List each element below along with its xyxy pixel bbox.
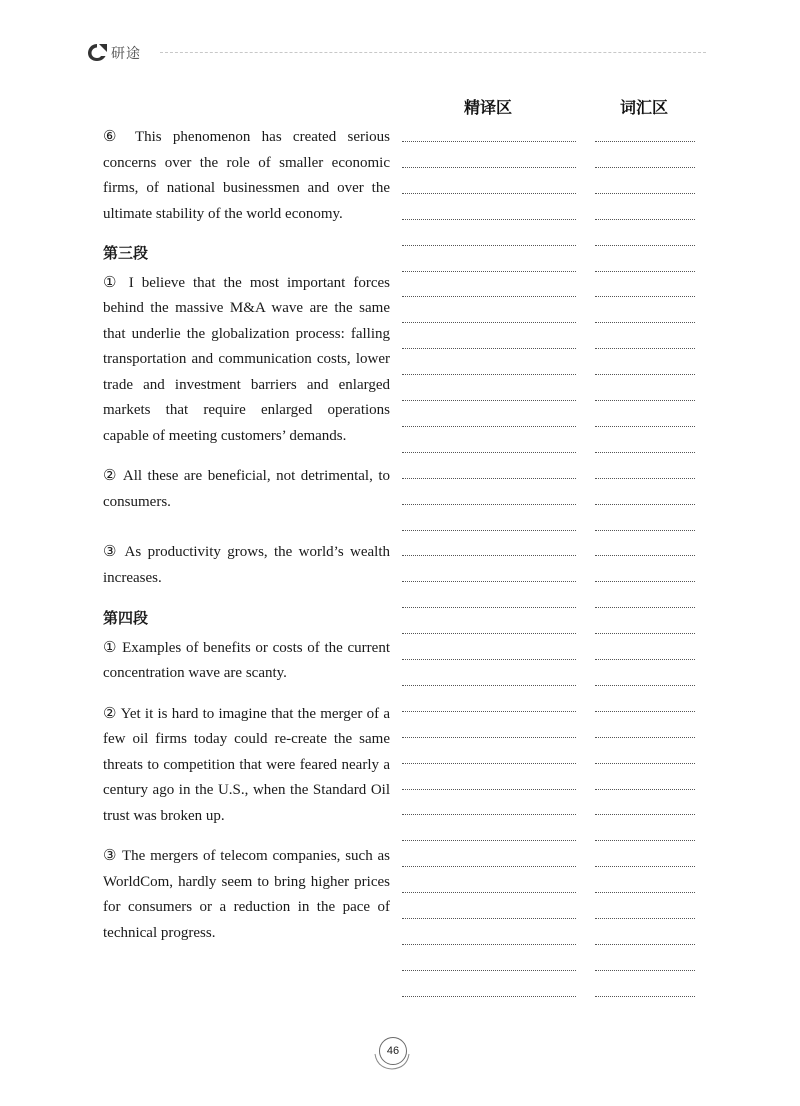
paragraph-3-sentence-3: ③ As productivity grows, the world’s wealth increases. xyxy=(103,544,390,586)
writing-line xyxy=(595,478,695,479)
writing-line xyxy=(402,918,576,919)
writing-line xyxy=(402,504,576,505)
writing-line xyxy=(595,711,695,712)
paragraph-4-sentence-1: ① Examples of benefits or costs of the current concentration wave are scanty. xyxy=(103,639,390,681)
writing-line xyxy=(595,944,695,945)
writing-line xyxy=(402,685,576,686)
writing-line xyxy=(595,504,695,505)
writing-line xyxy=(595,659,695,660)
writing-line xyxy=(595,530,695,531)
writing-line xyxy=(402,659,576,660)
logo-text: 研途 xyxy=(111,46,141,62)
translation-writing-lines xyxy=(402,141,576,1001)
writing-line xyxy=(595,374,695,375)
writing-line xyxy=(595,840,695,841)
writing-line xyxy=(402,789,576,790)
writing-line xyxy=(595,426,695,427)
writing-line xyxy=(595,892,695,893)
writing-line xyxy=(595,322,695,323)
writing-line xyxy=(402,478,576,479)
writing-line xyxy=(402,944,576,945)
translation-area-label: 精译区 xyxy=(464,98,513,117)
writing-line xyxy=(402,711,576,712)
writing-line xyxy=(595,271,695,272)
writing-line xyxy=(402,581,576,582)
vocabulary-writing-lines xyxy=(595,141,695,1001)
writing-line xyxy=(402,530,576,531)
writing-line xyxy=(595,789,695,790)
writing-line xyxy=(402,633,576,634)
writing-line xyxy=(595,348,695,349)
paragraph-2-sentence-6: ⑥ This phenomenon has created serious concerns over the role of smaller economic firms, of national businessmen and over the ultimate stability of the world economy. xyxy=(103,129,390,222)
writing-line xyxy=(402,607,576,608)
source-text-column xyxy=(103,125,390,946)
yantu-logo-icon xyxy=(86,42,108,62)
writing-line xyxy=(402,141,576,142)
writing-line xyxy=(402,866,576,867)
writing-line xyxy=(402,245,576,246)
paragraph-3-sentence-1: ① I believe that the most important forces behind the massive M&A wave are the same that underlie the globalization process: falling transportation and communication costs, lower trade and investment barriers and enlarged markets that require enlarged operations capable of meeting customers’ demands. xyxy=(103,274,390,444)
writing-line xyxy=(402,348,576,349)
writing-line xyxy=(402,219,576,220)
writing-line xyxy=(595,814,695,815)
writing-line xyxy=(402,996,576,997)
writing-line xyxy=(595,219,695,220)
writing-line xyxy=(402,271,576,272)
writing-line xyxy=(402,193,576,194)
vocabulary-area-label: 词汇区 xyxy=(620,98,669,117)
writing-line xyxy=(595,400,695,401)
paragraph-4-sentence-2: ② Yet it is hard to imagine that the merger of a few oil firms today could re-create the same threats to competition that were feared nearly a century ago in the U.S., when the Standard Oil trust was broken up. xyxy=(103,705,390,824)
writing-line xyxy=(402,970,576,971)
writing-line xyxy=(595,452,695,453)
writing-line xyxy=(402,400,576,401)
writing-line xyxy=(595,141,695,142)
section-4-title: 第四段 xyxy=(103,609,149,627)
writing-line xyxy=(402,296,576,297)
writing-line xyxy=(595,737,695,738)
writing-line xyxy=(402,555,576,556)
writing-line xyxy=(402,840,576,841)
writing-line xyxy=(595,193,695,194)
writing-line xyxy=(595,685,695,686)
writing-line xyxy=(402,814,576,815)
writing-line xyxy=(595,581,695,582)
writing-line xyxy=(595,607,695,608)
header-rule xyxy=(160,52,706,53)
writing-line xyxy=(595,633,695,634)
writing-line xyxy=(595,996,695,997)
writing-line xyxy=(402,374,576,375)
writing-line xyxy=(595,970,695,971)
writing-line xyxy=(402,763,576,764)
writing-line xyxy=(402,452,576,453)
writing-line xyxy=(595,866,695,867)
writing-line xyxy=(402,737,576,738)
writing-line xyxy=(402,892,576,893)
page-number: 46 xyxy=(379,1037,407,1065)
writing-line xyxy=(402,167,576,168)
writing-line xyxy=(595,296,695,297)
paragraph-4-sentence-3: ③ The mergers of telecom companies, such as WorldCom, hardly seem to bring higher prices for consumers or a reduction in the pace of technical progress. xyxy=(103,848,390,941)
writing-line xyxy=(595,245,695,246)
writing-line xyxy=(595,555,695,556)
writing-line xyxy=(595,167,695,168)
writing-line xyxy=(595,918,695,919)
paragraph-3-sentence-2: ② All these are beneficial, not detrimental, to consumers. xyxy=(103,468,390,510)
page-header xyxy=(86,40,706,64)
writing-line xyxy=(402,426,576,427)
writing-line xyxy=(402,322,576,323)
writing-line xyxy=(595,763,695,764)
section-3-title: 第三段 xyxy=(103,244,149,262)
